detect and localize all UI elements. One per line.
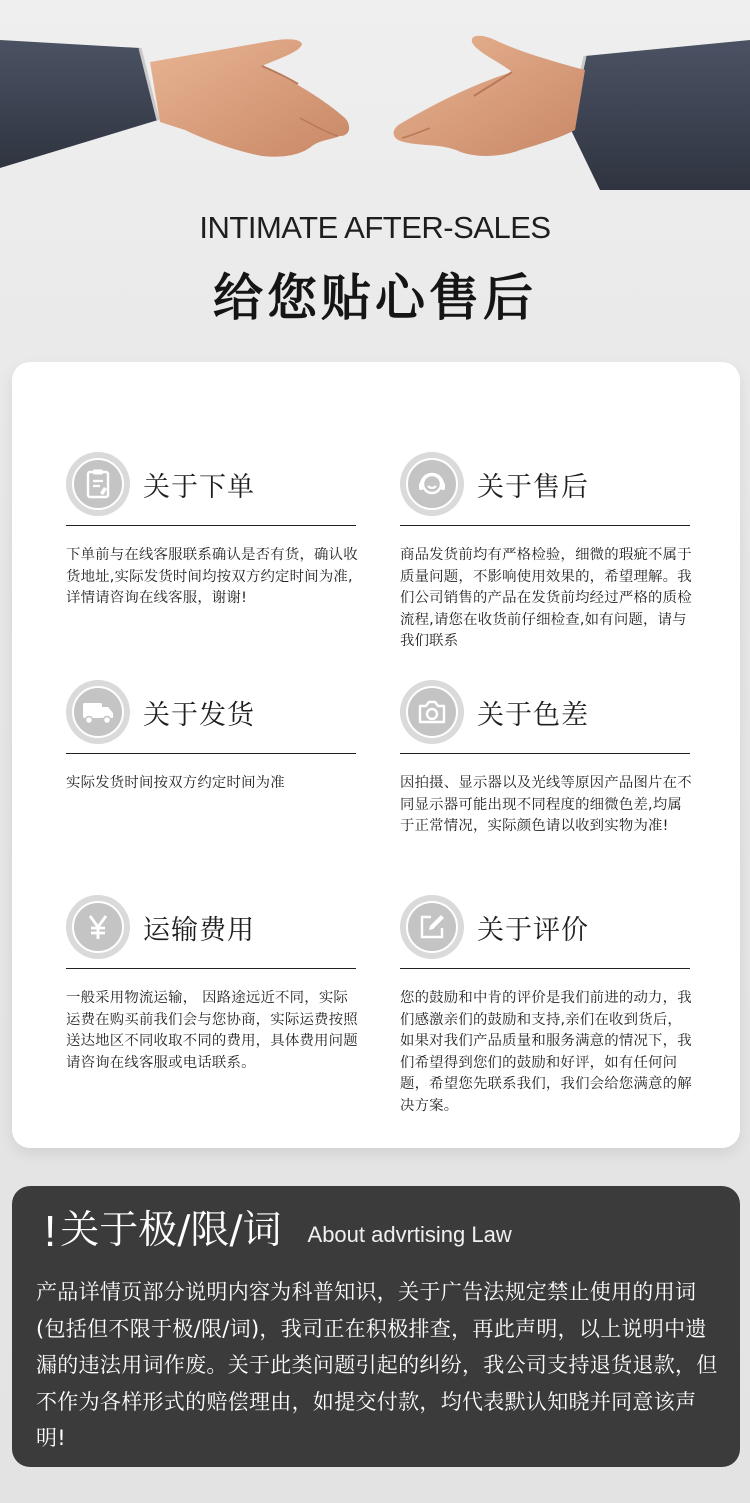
headset-agent-icon <box>400 452 464 516</box>
divider <box>66 753 356 754</box>
divider <box>400 968 690 969</box>
section-body: 一般采用物流运输， 因路途远近不同，实际运费在购买前我们会与您协商，实际运费按照送达地区不同收取不同的费用，具体费用问题请咨询在线客服或电话联系。 <box>66 990 358 1071</box>
exclamation-mark: ! <box>44 1207 57 1256</box>
divider <box>66 968 356 969</box>
section-body: 因拍摄、显示器以及光线等原因产品图片在不同显示器可能出现不同程度的细微色差,均属于正常情况，实际颜色请以收到实物为准! <box>400 775 692 834</box>
section-title: 关于发货 <box>143 699 255 731</box>
clipboard-icon <box>66 452 130 516</box>
section-title: 关于售后 <box>477 471 589 503</box>
service-info-card <box>12 362 740 1148</box>
section-body: 实际发货时间按双方约定时间为准 <box>66 775 285 791</box>
section-order <box>66 452 358 610</box>
section-shipping <box>66 680 358 795</box>
edit-review-icon <box>400 895 464 959</box>
section-body: 您的鼓励和中肯的评价是我们前进的动力，我们感激亲们的鼓励和支持,亲们在收到货后，如果对我们产品质量和服务满意的情况下，我们希望得到您们的鼓励和好评，如有任何问题，希望您先联系我们，我们会给您满意的解决方案。 <box>400 990 692 1114</box>
advertising-law-notice <box>12 1186 740 1467</box>
divider <box>66 525 356 526</box>
notice-title: 关于极/限/词 <box>60 1208 282 1253</box>
section-title: 运输费用 <box>143 914 255 946</box>
delivery-truck-icon <box>66 680 130 744</box>
page-title-chinese: 给您贴心售后 <box>213 269 537 327</box>
divider <box>400 753 690 754</box>
section-color-difference <box>400 680 692 838</box>
section-shipping-cost <box>66 895 358 1074</box>
page-title-english: INTIMATE AFTER-SALES <box>199 210 551 245</box>
yen-icon <box>66 895 130 959</box>
section-title: 关于色差 <box>477 699 589 731</box>
section-title: 关于下单 <box>143 471 255 503</box>
section-after-sales <box>400 452 692 653</box>
section-body: 商品发货前均有严格检验，细微的瑕疵不属于质量问题，不影响使用效果的，希望理解。我们公司销售的产品在发货前均经过严格的质检流程,请您在收货前仔细检查,如有问题，请与我们联系 <box>400 547 692 649</box>
divider <box>400 525 690 526</box>
camera-icon <box>400 680 464 744</box>
section-title: 关于评价 <box>477 914 589 946</box>
section-reviews <box>400 895 692 1117</box>
notice-body: 产品详情页部分说明内容为科普知识，关于广告法规定禁止使用的用词(包括但不限于极/限/词)，我司正在积极排查，再此声明，以上说明中遗漏的违法用词作废。关于此类问题引起的纠纷，我公司支持退货退款，但不作为各样形式的赔偿理由，如提交付款，均代表默认知晓并同意该声明! <box>36 1280 718 1450</box>
notice-subtitle: About advrtising Law <box>307 1222 512 1247</box>
handshake-hero-image <box>0 0 750 200</box>
section-body: 下单前与在线客服联系确认是否有货，确认收货地址,实际发货时间均按双方约定时间为准,详情请咨询在线客服，谢谢! <box>66 547 358 606</box>
